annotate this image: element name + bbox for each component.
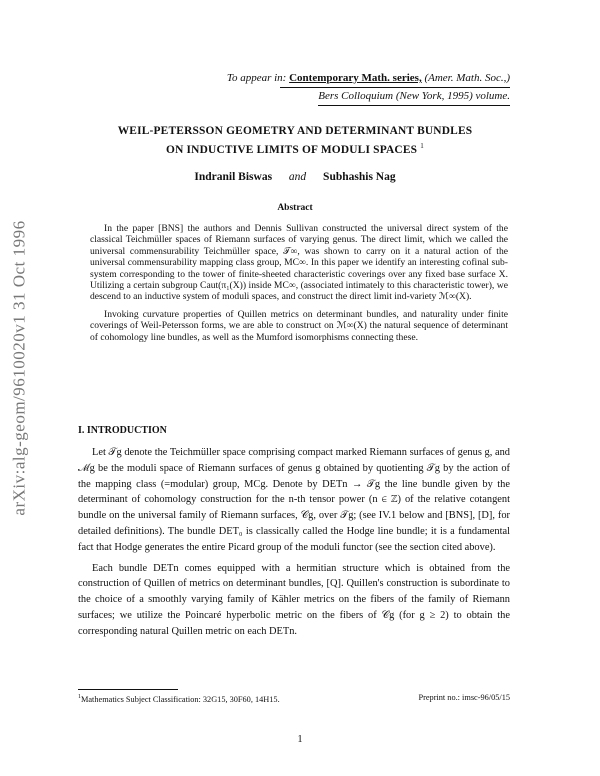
series-name: Contemporary Math. series, [289,72,422,84]
abstract-body [90,223,508,349]
arxiv-identifier: arXiv:alg-geom/9610020v1 31 Oct 1996 [10,220,29,516]
title-line-1: WEIL-PETERSSON GEOMETRY AND DETERMINANT BUNDLES [117,125,473,137]
title-line-2: ON INDUCTIVE LIMITS OF MODULI SPACES [166,143,418,156]
page-number: 1 [297,734,303,745]
publication-header [150,70,510,106]
publisher: (Amer. Math. Soc.,) [424,72,510,84]
section-heading: I. INTRODUCTION [78,425,167,436]
author-list [80,171,510,183]
arxiv-stamp [6,188,34,548]
footnote [78,692,510,705]
intro-paragraph-1: Let 𝒯g denote the Teichmüller space comprising compact marked Riemann surfaces of genus g, and ℳg be the moduli space of Riemann surfaces of genus g obtained by quotienting 𝒯g by the action of the mapping class (=modular) group, MCg. Denote by DETn → 𝒯g the line bundle given by the determinant of cohomology construction for the n-th tensor power (n ∈ ℤ) of the relative cotangent bundle on the universal family of Riemann surfaces, 𝒞g, over 𝒯g; (see IV.1 below and [BNS], [D], for detailed definitions). The bundle DET₀ is classically called the Hodge line bundle; it is a fundamental fact that Hodge generates the entire Picard group of the moduli functor (see the section cited above). [78,447,510,553]
abstract-paragraph-1: In the paper [BNS] the authors and Dennis Sullivan constructed the universal direct system of the classical Teichmüller spaces of Riemann surfaces of varying genus. The direct limit, which we called the universal commensurability Teichmüller space, 𝒯∞, was shown to carry on it a natural action of the universal commensurability mapping class group, MC∞. In this paper we identify an interesting cofinal sub-system corresponding to the tower of finite-sheeted characteristic coverings over any fixed base surface X. Utilizing a certain subgroup Caut(π₁(X)) inside MC∞, (associated intimately to this characteristic tower), we descend to an inductive system of moduli spaces, and construct the direct limit ind-variety ℳ∞(X). [90,223,508,303]
intro-paragraph-2: Each bundle DETn comes equipped with a hermitian structure which is obtained from the construction of Quillen of metrics on determinant bundles, [Q]. Quillen's construction is subordinate to the choice of a smoothly varying family of Kähler metrics on the fibers of the family of Riemann surfaces; we utilize the Poincaré hyperbolic metric on the fibers of 𝒞g (for g ≥ 2) to obtain the corresponding natural Quillen metric on each DETn. [78,562,510,637]
abstract-paragraph-2: Invoking curvature properties of Quillen metrics on determinant bundles, and naturality under finite coverings of Weil-Petersson forms, we are able to construct on ℳ∞(X) the natural sequence of determinant of cohomology line bundles, as well as the Mumford isomorphisms connecting these. [90,308,508,343]
abstract-heading: Abstract [277,203,313,213]
footnote-rule [78,689,178,690]
author-conjunction: and [288,171,307,183]
paper-title [80,124,510,158]
colloquium-line: Bers Colloquium (New York, 1995) volume. [318,88,510,106]
appear-prefix: To appear in: [226,72,287,84]
footnote-mark: 1 [78,694,81,700]
introduction-body [78,445,510,645]
author-1: Indranil Biswas [194,171,273,183]
title-footnote-mark: 1 [420,142,424,150]
footnote-text: Mathematics Subject Classification: 32G15, 30F60, 14H15. [81,694,280,704]
preprint-number: Preprint no.: imsc-96/05/15 [418,693,510,702]
author-2: Subhashis Nag [323,171,396,183]
